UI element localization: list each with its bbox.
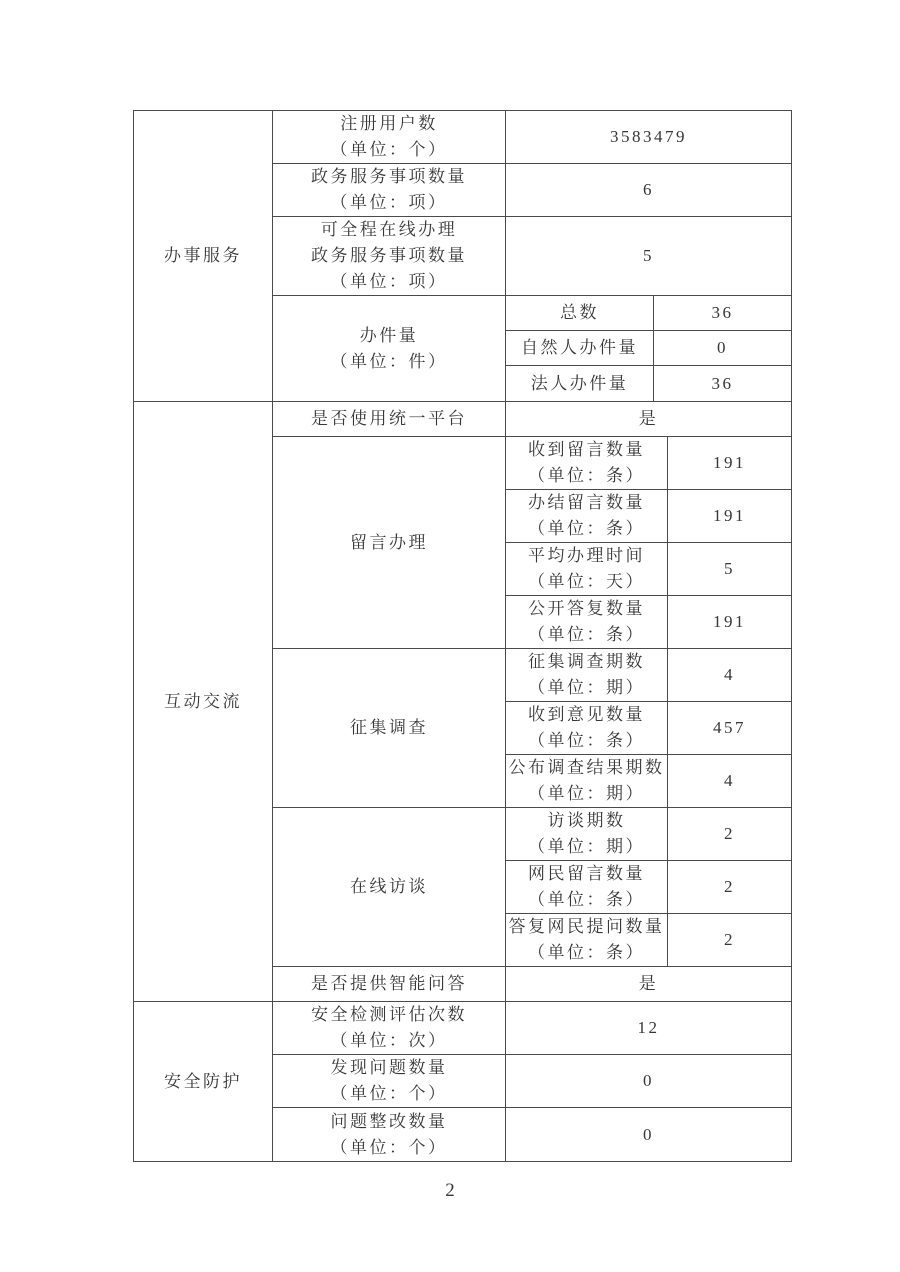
metric-label-cell xyxy=(273,296,506,402)
submetric-label: 收到留言数量 xyxy=(528,440,645,459)
metric-label-cell: 是否使用统一平台 xyxy=(273,402,506,437)
metric-label-cell xyxy=(273,217,506,296)
metric-value-cell: 6 xyxy=(506,164,792,217)
metric-value-cell: 是 xyxy=(506,402,792,437)
metric-value-cell: 0 xyxy=(506,1108,792,1162)
metric-label: 发现问题数量 xyxy=(330,1058,448,1077)
submetric-unit: （单位：期） xyxy=(528,678,645,697)
submetric-value-cell: 4 xyxy=(668,649,792,702)
submetric-label-cell xyxy=(506,490,668,543)
submetric-label-cell: 自然人办件量 xyxy=(506,331,654,366)
submetric-unit: （单位：条） xyxy=(528,625,645,644)
submetric-value-cell: 0 xyxy=(654,331,792,366)
submetric-label-cell xyxy=(506,437,668,490)
submetric-unit: （单位：条） xyxy=(528,731,645,750)
metric-label-cell xyxy=(273,111,506,164)
metric-value-cell: 3583479 xyxy=(506,111,792,164)
metric-label: 问题整改数量 xyxy=(330,1111,448,1131)
metric-label: 办件量 xyxy=(359,325,419,345)
metric-unit: （单位：个） xyxy=(330,140,448,159)
submetric-unit: （单位：天） xyxy=(528,572,645,591)
metric-label-cell: 留言办理 xyxy=(273,437,506,649)
submetric-value-cell: 36 xyxy=(654,366,792,402)
submetric-unit: （单位：条） xyxy=(528,519,645,538)
metric-label-cell: 征集调查 xyxy=(273,649,506,808)
submetric-label: 征集调查期数 xyxy=(528,652,645,671)
submetric-label-cell xyxy=(506,861,668,914)
metric-label: 安全检测评估次数 xyxy=(311,1005,467,1024)
submetric-value-cell: 2 xyxy=(668,914,792,967)
submetric-label-cell xyxy=(506,543,668,596)
group-label-interaction: 互动交流 xyxy=(134,402,273,1002)
metric-unit: （单位：个） xyxy=(330,1084,448,1103)
submetric-label: 访谈期数 xyxy=(547,811,626,830)
submetric-label-cell: 法人办件量 xyxy=(506,366,654,402)
metric-label-cell xyxy=(273,164,506,217)
submetric-label: 网民留言数量 xyxy=(528,864,645,883)
submetric-value-cell: 191 xyxy=(668,596,792,649)
metric-label: 可全程在线办理 xyxy=(320,220,458,239)
submetric-unit: （单位：期） xyxy=(528,784,645,803)
submetric-unit: （单位：期） xyxy=(528,837,645,856)
metric-unit: （单位：个） xyxy=(330,1137,448,1157)
submetric-label-cell xyxy=(506,808,668,861)
annual-report-table xyxy=(133,110,792,1162)
submetric-unit: （单位：条） xyxy=(528,466,645,485)
submetric-label: 平均办理时间 xyxy=(528,546,645,565)
metric-label-line2: 政务服务事项数量 xyxy=(311,246,467,265)
metric-value-cell: 0 xyxy=(506,1055,792,1108)
submetric-label: 办结留言数量 xyxy=(528,493,645,512)
metric-label: 注册用户数 xyxy=(340,114,438,133)
submetric-label-cell xyxy=(506,914,668,967)
submetric-value-cell: 191 xyxy=(668,437,792,490)
metric-label-cell xyxy=(273,1108,506,1162)
metric-value-cell: 是 xyxy=(506,967,792,1002)
group-label-security: 安全防护 xyxy=(134,1002,273,1162)
submetric-label: 公开答复数量 xyxy=(528,599,645,618)
metric-label-cell: 在线访谈 xyxy=(273,808,506,967)
metric-value-cell: 12 xyxy=(506,1002,792,1055)
submetric-unit: （单位：条） xyxy=(528,890,645,909)
submetric-value-cell: 2 xyxy=(668,861,792,914)
submetric-label-cell xyxy=(506,702,668,755)
metric-unit: （单位：项） xyxy=(330,272,448,291)
submetric-value-cell: 2 xyxy=(668,808,792,861)
metric-label: 政务服务事项数量 xyxy=(311,167,467,186)
submetric-label-cell xyxy=(506,649,668,702)
submetric-value-cell: 191 xyxy=(668,490,792,543)
metric-unit: （单位：件） xyxy=(330,351,448,371)
metric-label-cell xyxy=(273,1055,506,1108)
submetric-unit: （单位：条） xyxy=(528,943,645,962)
page-number: 2 xyxy=(445,1180,455,1201)
submetric-label-cell xyxy=(506,755,668,808)
metric-label-cell: 是否提供智能问答 xyxy=(273,967,506,1002)
metric-unit: （单位：项） xyxy=(330,193,448,212)
metric-value-cell: 5 xyxy=(506,217,792,296)
submetric-label: 公布调查结果期数 xyxy=(508,758,665,777)
submetric-label: 答复网民提问数量 xyxy=(508,917,665,936)
submetric-label-cell xyxy=(506,596,668,649)
metric-unit: （单位：次） xyxy=(330,1031,448,1050)
submetric-label-cell: 总数 xyxy=(506,296,654,331)
submetric-label: 收到意见数量 xyxy=(528,705,645,724)
submetric-value-cell: 4 xyxy=(668,755,792,808)
submetric-value-cell: 5 xyxy=(668,543,792,596)
metric-label-cell xyxy=(273,1002,506,1055)
submetric-value-cell: 36 xyxy=(654,296,792,331)
submetric-value-cell: 457 xyxy=(668,702,792,755)
group-label-service: 办事服务 xyxy=(134,111,273,402)
